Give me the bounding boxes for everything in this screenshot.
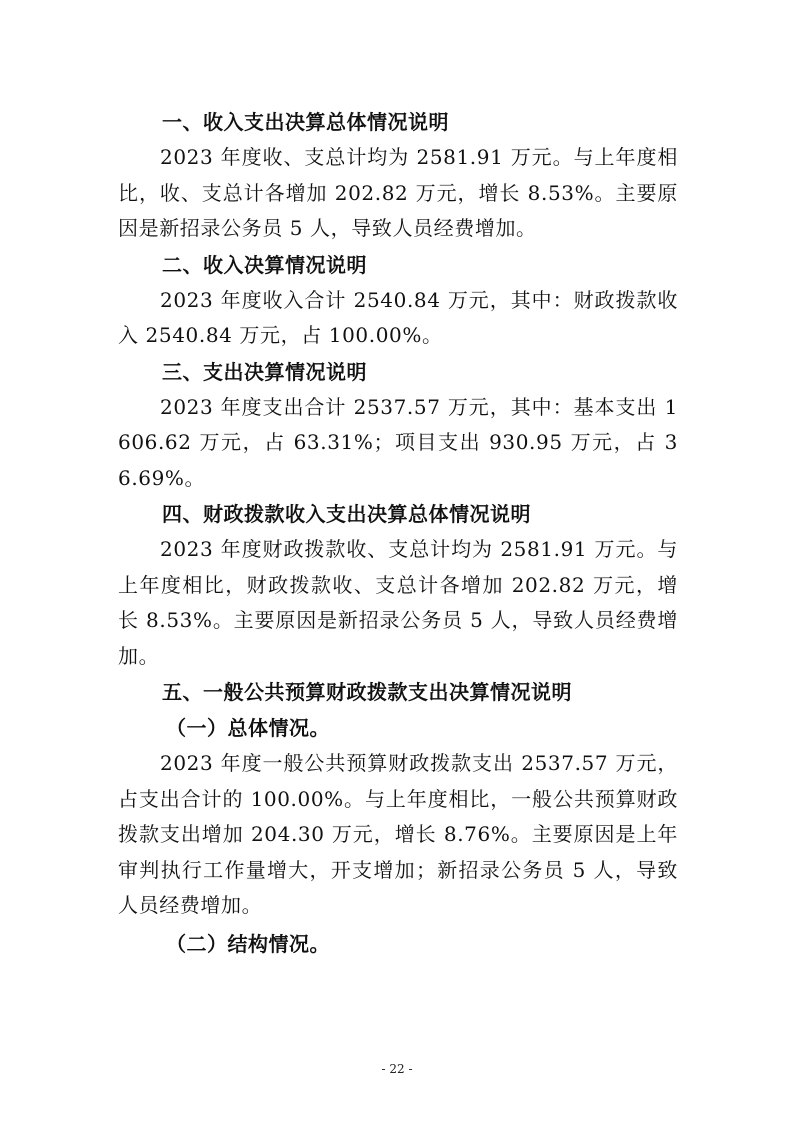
section-paragraph-2: 2023 年度收入合计 2540.84 万元，其中：财政拨款收入 2540.84 万元，占 100.00%。 <box>118 287 678 347</box>
page-number: - 22 - <box>381 1062 413 1076</box>
subsection-heading-1: （一）总体情况。 <box>166 716 330 740</box>
section-heading-2: 二、收入决算情况说明 <box>162 252 367 277</box>
section-heading-1: 一、收入支出决算总体情况说明 <box>162 110 449 134</box>
section-paragraph-3: 2023 年度支出合计 2537.57 万元，其中：基本支出 1606.62 万元，占 63.31%；项目支出 930.95 万元，占 36.69%。 <box>118 394 678 490</box>
section-heading-5: 五、一般公共预算财政拨款支出决算情况说明 <box>162 680 572 704</box>
section-paragraph-1: 2023 年度收、支总计均为 2581.91 万元。与上年度相比，收、支总计各增加 202.82 万元，增长 8.53%。主要原因是新招录公务员 5 人，导致人员经费增加。 <box>118 145 678 240</box>
subsection-heading-2: （二）结构情况。 <box>166 931 330 956</box>
section-heading-3: 三、支出决算情况说明 <box>162 359 367 384</box>
section-paragraph-4: 2023 年度财政拨款收、支总计均为 2581.91 万元。与上年度相比，财政拨款收、支总计各增加 202.82 万元，增长 8.53%。主要原因是新招录公务员 5 人，导致人员经费增加。 <box>118 537 678 668</box>
subsection-paragraph-1: 2023 年度一般公共预算财政拨款支出 2537.57 万元，占支出合计的 100.00%。与上年度相比，一般公共预算财政拨款支出增加 204.30 万元，增长 8.76%。主要原因是上年审判执行工作量增大，开支增加；新招录公务员 5 人，导致人员经费增加。 <box>118 751 678 917</box>
document-body <box>118 104 678 962</box>
section-heading-4: 四、财政拨款收入支出决算总体情况说明 <box>162 502 531 526</box>
